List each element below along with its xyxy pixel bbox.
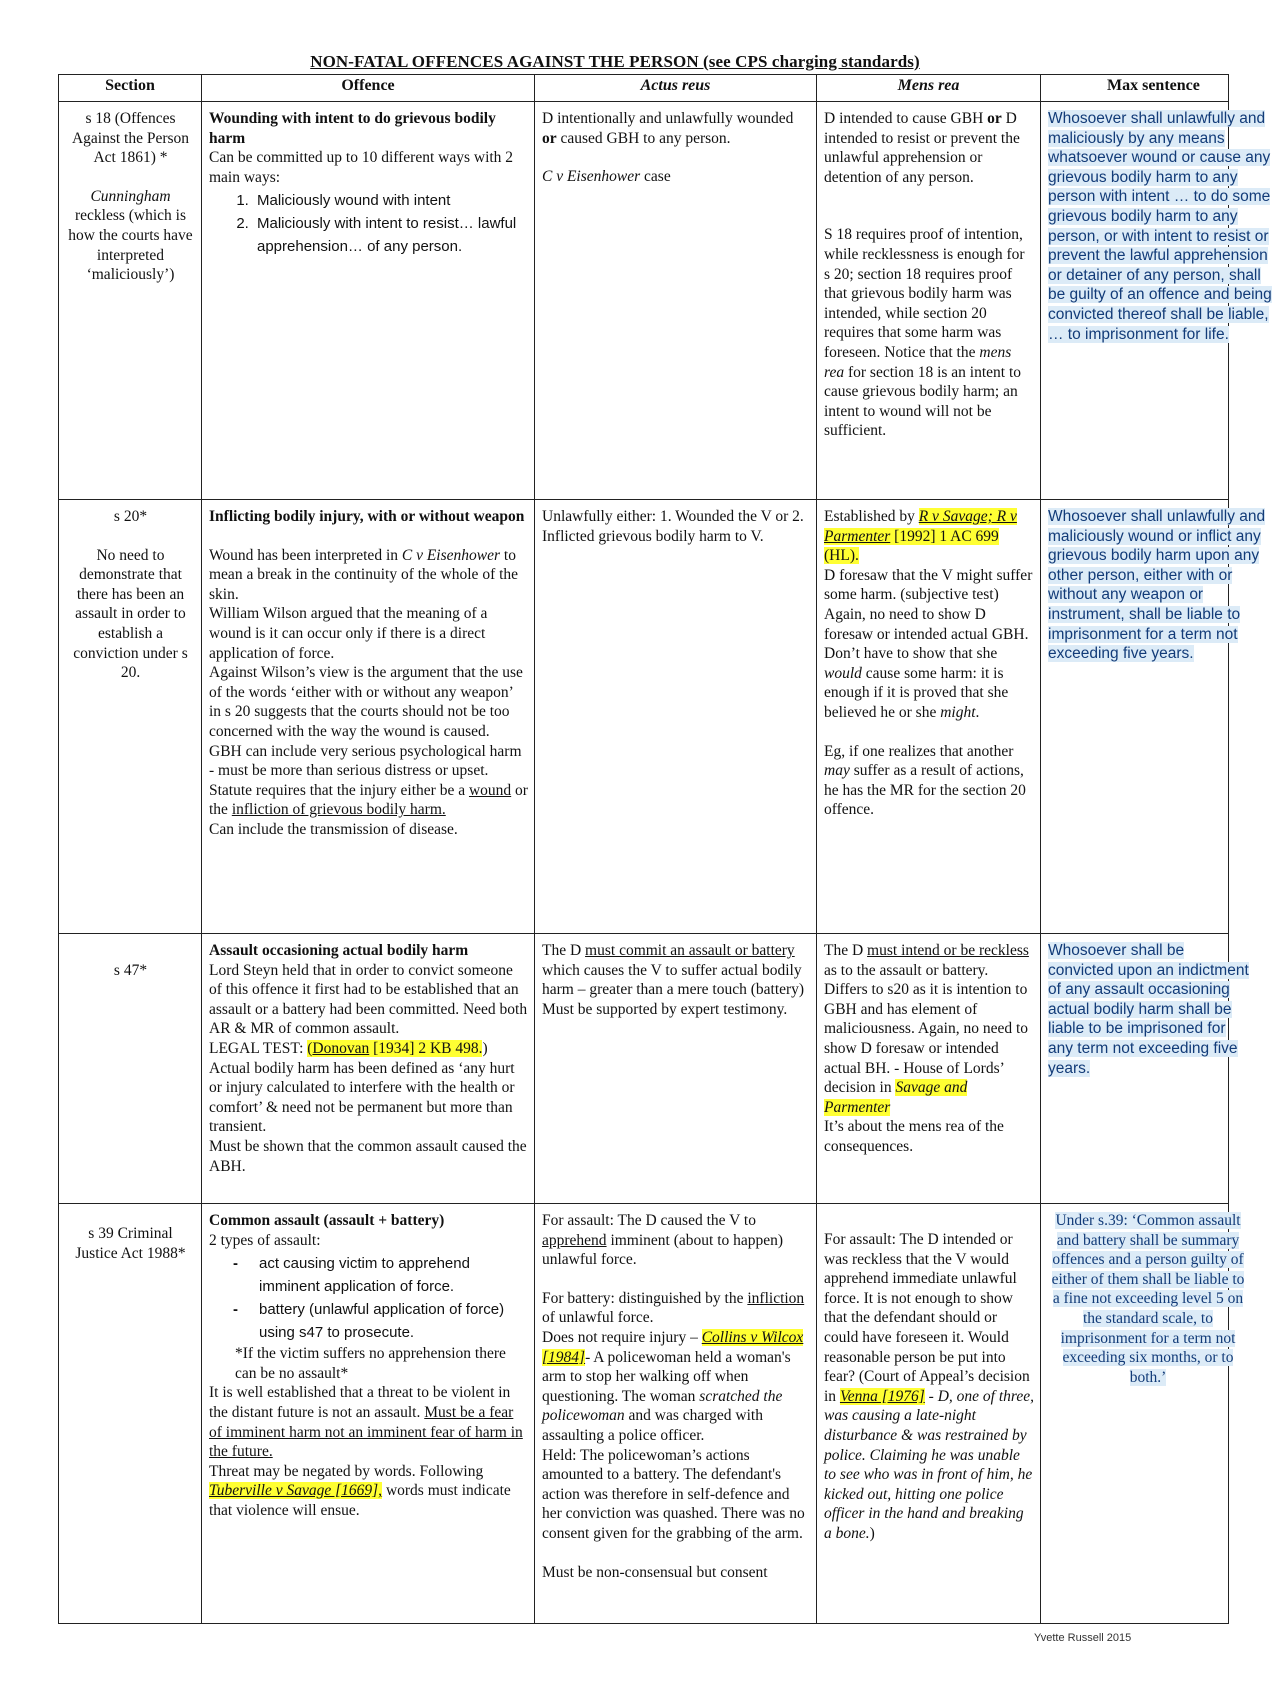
offence-cell-s39 bbox=[202, 1204, 535, 1624]
actus-reus-assault: For assault: The D caused the V to apprehend imminent (about to happen) unlawful force. bbox=[542, 1212, 784, 1269]
offence-title: Inflicting bodily injury, with or without weapon bbox=[209, 508, 525, 525]
offence-cell-s18 bbox=[202, 102, 535, 500]
mens-rea-eg: Eg, if one realizes that another may suffer as a result of actions, he has the MR for the section 20 offence. bbox=[824, 742, 1026, 819]
header-max-sentence: Max sentence bbox=[1041, 75, 1229, 102]
offence-title: Common assault (assault + battery) bbox=[209, 1212, 445, 1229]
header-section: Section bbox=[59, 75, 202, 102]
header-offence: Offence bbox=[202, 75, 535, 102]
actus-reus-held: Held: The policewoman’s actions amounted to a battery. The defendant's action was therefore in self-defence and her conviction was quashed. There was no consent given for the grabbing of the arm. bbox=[542, 1446, 805, 1542]
offence-steyn: Lord Steyn held that in order to convict someone of this offence it first had to be established that an assault or a battery had been committed. Need both AR & MR of common assault. bbox=[209, 961, 528, 1038]
list-item: - battery (unlawful application of force) using s47 to prosecute. bbox=[233, 1298, 528, 1344]
offence-disease: Can include the transmission of disease. bbox=[209, 820, 458, 838]
offence-types: 2 types of assault: bbox=[209, 1231, 321, 1249]
offence-cell-s47 bbox=[202, 934, 535, 1204]
actus-reus-cell-s47 bbox=[535, 934, 817, 1204]
mens-rea-dont: Don’t have to show that she would cause some harm: it is enough if it is proved that she believed he or she might. bbox=[824, 645, 1009, 721]
sentence-text: Whosoever shall be convicted upon an indictment of any assault occasioning actual bodily harm shall be liable to be imprisoned for any term not exceeding five years. bbox=[1048, 942, 1249, 1077]
actus-reus-cell-s18 bbox=[535, 102, 817, 500]
offence-wound: Wound has been interpreted in C v Eisenhower to mean a break in the continuity of the whole of the skin. bbox=[209, 546, 519, 603]
section-note: No need to demonstrate that there has been an assault in order to establish a conviction under s 20. bbox=[73, 546, 188, 682]
table-row-s47 bbox=[59, 934, 1229, 1204]
sentence-cell-s47 bbox=[1041, 934, 1249, 1204]
section-cell-s18 bbox=[59, 102, 202, 500]
list-item: 2. Maliciously with intent to resist… lawful apprehension… of any person. bbox=[253, 212, 528, 258]
mens-rea-cell-s39 bbox=[817, 1204, 1041, 1624]
actus-reus-cell-s20 bbox=[535, 500, 817, 934]
footer-author: Yvette Russell 2015 bbox=[1034, 1632, 1132, 1644]
mens-rea-note: It’s about the mens rea of the consequences. bbox=[824, 1118, 1004, 1155]
actus-reus-injury: Does not require injury – Collins v Wilcox [1984]- A policewoman held a woman's arm to stop her walking off when questioning. The woman scratched the policewoman and was charged with assaulting a police officer. bbox=[542, 1328, 804, 1444]
actus-reus-note: Must be supported by expert testimony. bbox=[542, 1000, 788, 1018]
mens-rea-text: D intended to cause GBH or D intended to resist or prevent the unlawful apprehension or detention of any person. bbox=[824, 110, 1020, 186]
header-mens-rea: Mens rea bbox=[817, 75, 1041, 102]
offence-legal-test: LEGAL TEST: (Donovan [1934] 2 KB 498.) bbox=[209, 1039, 488, 1057]
section-label: s 18 (Offences Against the Person Act 1861) * bbox=[71, 110, 190, 167]
offence-statute: Statute requires that the injury either be a wound or the infliction of grievous bodily harm. bbox=[209, 781, 528, 819]
mens-rea-established: Established by R v Savage; R v Parmenter [1992] 1 AC 699 (HL). bbox=[824, 508, 1017, 565]
sentence-text: Whosoever shall unlawfully and maliciously by any means whatsoever wound or cause any grievous bodily harm to any person with intent … to do some grievous bodily harm to any person, or with intent to resist or prevent the lawful apprehension or detainer of any person, shall be guilty of an offence and being convicted thereof shall be liable, … to imprisonment for life. bbox=[1048, 110, 1272, 343]
offence-gbh: GBH can include very serious psychological harm - must be more than serious distress or upset. bbox=[209, 742, 522, 780]
actus-reus-cell-s39 bbox=[535, 1204, 817, 1624]
section-cell-s39 bbox=[59, 1204, 202, 1624]
offence-against: Against Wilson’s view is the argument that the use of the words ‘either with or without any weapon’ in s 20 suggests that the courts should not be too concerned with the way the wound is caused. bbox=[209, 664, 523, 740]
mens-rea-text: For assault: The D intended or was reckless that the V would apprehend immediate unlawful force. It is not enough to show that the defendant should or could have foreseen it. Would reasonable person be put into fear? (Court of Appeal’s decision in Venna [1976] - D, one of three, was causing a late-night disturbance & was restrained by police. Claiming he was unable to see who was in front of him, he kicked out, hitting one police officer in the hand and breaking a bone.) bbox=[824, 1231, 1034, 1542]
offence-negated: Threat may be negated by words. Following Tuberville v Savage [1669], words must indicate that violence will ensue. bbox=[209, 1462, 511, 1519]
section-label: s 20* bbox=[113, 508, 148, 525]
offence-shown: Must be shown that the common assault caused the ABH. bbox=[209, 1137, 527, 1175]
ways-list bbox=[209, 189, 528, 258]
sentence-cell-s39 bbox=[1041, 1204, 1245, 1624]
actus-reus-text: D intentionally and unlawfully wounded or caused GBH to any person. bbox=[542, 110, 794, 147]
section-label: s 47* bbox=[113, 962, 148, 979]
mens-rea-text: The D must intend or be reckless as to the assault or battery. Differs to s20 as it is intention to GBH and has element of maliciousness. Again, no need to show D foresaw or intended actual BH. - House of Lords’ decision in Savage and Parmenter bbox=[824, 942, 1029, 1116]
offence-intro: Can be committed up to 10 different ways with 2 main ways: bbox=[209, 149, 514, 186]
section-cell-s20 bbox=[59, 500, 202, 934]
sentence-text: Under s.39: ‘Common assault and battery shall be summary offences and a person guilty of either of them shall be liable to a fine not exceeding level 5 on the standard scale, to imprisonment for a term not exceeding six months, or to both.’ bbox=[1051, 1212, 1245, 1386]
assault-types-list bbox=[209, 1252, 528, 1344]
list-item: 1. Maliciously wound with intent bbox=[253, 189, 528, 212]
offence-wilson: William Wilson argued that the meaning of a wound is it can occur only if there is a direct application of force. bbox=[209, 605, 488, 662]
header-row bbox=[59, 75, 1229, 102]
mens-rea-note: S 18 requires proof of intention, while recklessness is enough for s 20; section 18 requires proof that grievous bodily harm was intended, while section 20 requires that some harm was foreseen. Notice that the mens rea for section 18 is an intent to cause grievous bodily harm; an intent to wound will not be sufficient. bbox=[824, 226, 1025, 440]
case-reference: C v Eisenhower case bbox=[542, 168, 671, 186]
offences-table bbox=[58, 74, 1272, 1624]
table-row-s18 bbox=[59, 102, 1229, 500]
offence-no-apprehension: *If the victim suffers no apprehension there can be no assault* bbox=[235, 1345, 506, 1382]
actus-reus-consent: Must be non-consensual but consent bbox=[542, 1563, 768, 1581]
actus-reus-text: Unlawfully either: 1. Wounded the V or 2. Inflicted grievous bodily harm to V. bbox=[542, 508, 804, 545]
offence-threat: It is well established that a threat to be violent in the distant future is not an assault. Must be a fear of imminent harm not an imminent fear of harm in the future. bbox=[209, 1384, 523, 1461]
mens-rea-cell-s47 bbox=[817, 934, 1041, 1204]
list-item: - act causing victim to apprehend imminent application of force. bbox=[233, 1252, 528, 1298]
sentence-cell-s20 bbox=[1041, 500, 1266, 934]
table-row-s39 bbox=[59, 1204, 1229, 1624]
offence-cell-s20 bbox=[202, 500, 535, 934]
mens-rea-cell-s18 bbox=[817, 102, 1041, 500]
offence-title: Assault occasioning actual bodily harm bbox=[209, 942, 469, 959]
sentence-cell-s18 bbox=[1041, 102, 1272, 500]
page-title: NON-FATAL OFFENCES AGAINST THE PERSON (see CPS charging standards) bbox=[310, 52, 920, 71]
actus-reus-battery: For battery: distinguished by the infliction of unlawful force. bbox=[542, 1289, 805, 1327]
section-cell-s47 bbox=[59, 934, 202, 1204]
sentence-text: Whosoever shall unlawfully and maliciously wound or inflict any grievous bodily harm upon any other person, either with or without any weapon or instrument, shall be liable to imprisonment for a term not exceeding five years. bbox=[1048, 508, 1266, 663]
section-label: s 39 Criminal Justice Act 1988* bbox=[75, 1225, 186, 1262]
actus-reus-text: The D must commit an assault or battery which causes the V to suffer actual bodily harm – greater than a mere touch (battery) bbox=[542, 942, 805, 999]
table-row-s20 bbox=[59, 500, 1229, 934]
section-note: Cunningham reckless (which is how the courts have interpreted ‘maliciously’) bbox=[68, 187, 193, 284]
header-actus-reus: Actus reus bbox=[535, 75, 817, 102]
offence-abh: Actual bodily harm has been defined as ‘any hurt or injury calculated to interfere with the health or comfort’ & need not be permanent but more than transient. bbox=[209, 1059, 515, 1136]
mens-rea-foresaw: D foresaw that the V might suffer some harm. (subjective test) Again, no need to show D foresaw or intended actual GBH. bbox=[824, 566, 1033, 643]
mens-rea-cell-s20 bbox=[817, 500, 1041, 934]
offence-title: Wounding with intent to do grievous bodily harm bbox=[209, 110, 496, 147]
